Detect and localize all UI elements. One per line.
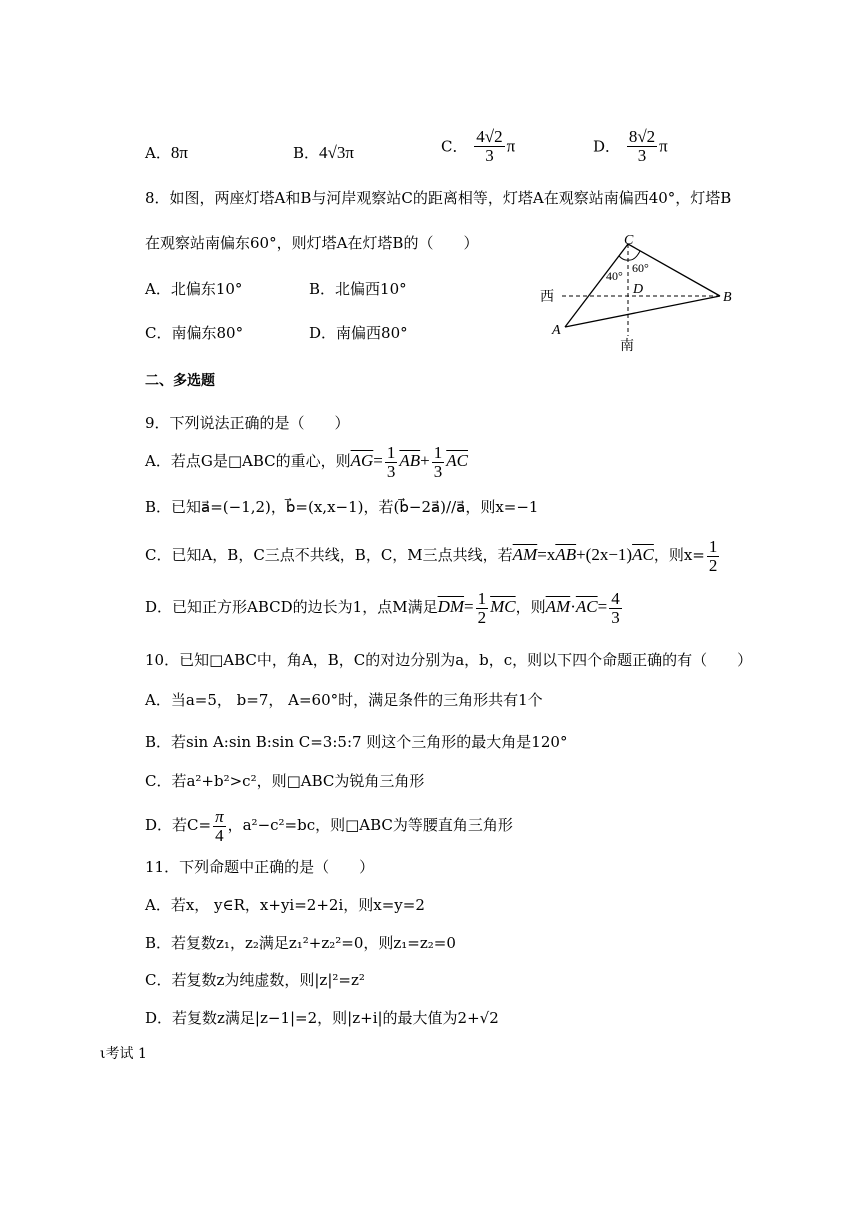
q9-d-frac1: $\frac{1}{2}$ (477, 588, 487, 627)
q9-a-frac1: $\frac{1}{3}$ (386, 442, 396, 481)
angle-60-label: 60° (632, 261, 649, 275)
q7-option-b: B．4√3π (293, 143, 354, 162)
label-west: 西 (540, 290, 554, 305)
q7-c-fraction: $\frac{4√2}{3}$ (476, 127, 503, 165)
q11-option-c: C．若复数z为纯虚数，则|z|²=z² (145, 971, 365, 989)
q9-option-d: D．已知正方形ABCD的边长为1，点M满足$\overline{DM}=$ $\frac{1}{2}$ $\overline{MC}$，则$\overline{AM}\cdot\overline{AC}=$ $\frac{4}{3}$ (145, 588, 620, 627)
q8-stem-line1: 8．如图，两座灯塔A和B与河岸观察站C的距离相等，灯塔A在观察站南偏西40°，灯塔B (145, 189, 732, 207)
label-d: D (633, 282, 644, 297)
q7-d-fraction: $\frac{8√2}{3}$ (628, 127, 656, 165)
q8-option-c: C．南偏东80° (145, 324, 244, 342)
q10-option-c: C．若a²+b²>c²，则□ABC为锐角三角形 (145, 772, 425, 790)
q9-option-c: C．已知A，B，C三点不共线，B，C，M三点共线，若$\overline{AM}=x\overline{AB}+(2x-1)\overline{AC}$，则x= $\frac{1}{2}$ (145, 536, 718, 575)
q11-option-b: B．若复数z₁，z₂满足z₁²+z₂²=0，则z₁=z₂=0 (145, 934, 456, 952)
angle-40-label: 40° (606, 269, 623, 283)
q9-a-frac2: $\frac{1}{3}$ (433, 442, 443, 481)
page-footer: ι考试 1 (100, 1046, 147, 1062)
q8-option-a: A．北偏东10° (145, 280, 243, 298)
q10-option-a: A．当a=5， b=7， A=60°时，满足条件的三角形共有1个 (145, 691, 543, 709)
section-title: 二、多选题 (145, 373, 215, 389)
q7-option-c: C． $\frac{4√2}{3}$ π (441, 127, 516, 165)
q7-option-a: A．8π (145, 143, 188, 162)
q11-option-a: A．若x， y∈R，x+yi=2+2i，则x=y=2 (145, 896, 425, 914)
q9-option-b: B．已知a⃗=(−1,2)，b⃗=(x,x−1)，若(b⃗−2a⃗)//a⃗，则x=−1 (145, 498, 539, 516)
segment-ca (565, 244, 628, 327)
q10-option-d: D．若C= $\frac{\pi}{4}$ ，a²−c²=bc，则□ABC为等腰直角三角形 (145, 806, 513, 845)
q8-option-b: B．北偏西10° (309, 280, 407, 298)
angle-arc-left (619, 256, 628, 260)
lighthouse-figure (530, 230, 760, 355)
q10-stem: 10．已知□ABC中，角A，B，C的对边分别为a，b，c，则以下四个命题正确的有（ ） (145, 651, 753, 669)
q9-option-a: A．若点G是□ABC的重心，则$\overline{AG}=$ $\frac{1}{3}$ $\overline{AB}+$ $\frac{1}{3}$ $\overline{AC}$ (145, 442, 468, 481)
segment-ab (565, 296, 720, 327)
q7-option-d: D． $\frac{8√2}{3}$ π (593, 127, 668, 165)
label-south: 南 (620, 339, 634, 354)
q9-c-frac: $\frac{1}{2}$ (708, 536, 718, 575)
q9-d-frac2: $\frac{4}{3}$ (611, 588, 620, 627)
q8-option-d: D．南偏西80° (309, 324, 408, 342)
q10-option-b: B．若sin A:sin B:sin C=3:5:7 则这个三角形的最大角是120° (145, 733, 568, 751)
q8-stem-line2: 在观察站南偏东60°，则灯塔A在灯塔B的（ ） (145, 234, 479, 252)
q11-stem: 11．下列命题中正确的是（ ） (145, 858, 375, 876)
angle-arc-right (628, 251, 640, 260)
q10-d-frac: $\frac{\pi}{4}$ (215, 806, 224, 845)
label-a: A (552, 323, 561, 338)
label-c: C (624, 233, 634, 248)
q9-stem: 9．下列说法正确的是（ ） (145, 414, 350, 432)
label-b: B (723, 290, 732, 305)
q11-option-d: D．若复数z满足|z−1|=2，则|z+i|的最大值为2+√2 (145, 1009, 499, 1027)
